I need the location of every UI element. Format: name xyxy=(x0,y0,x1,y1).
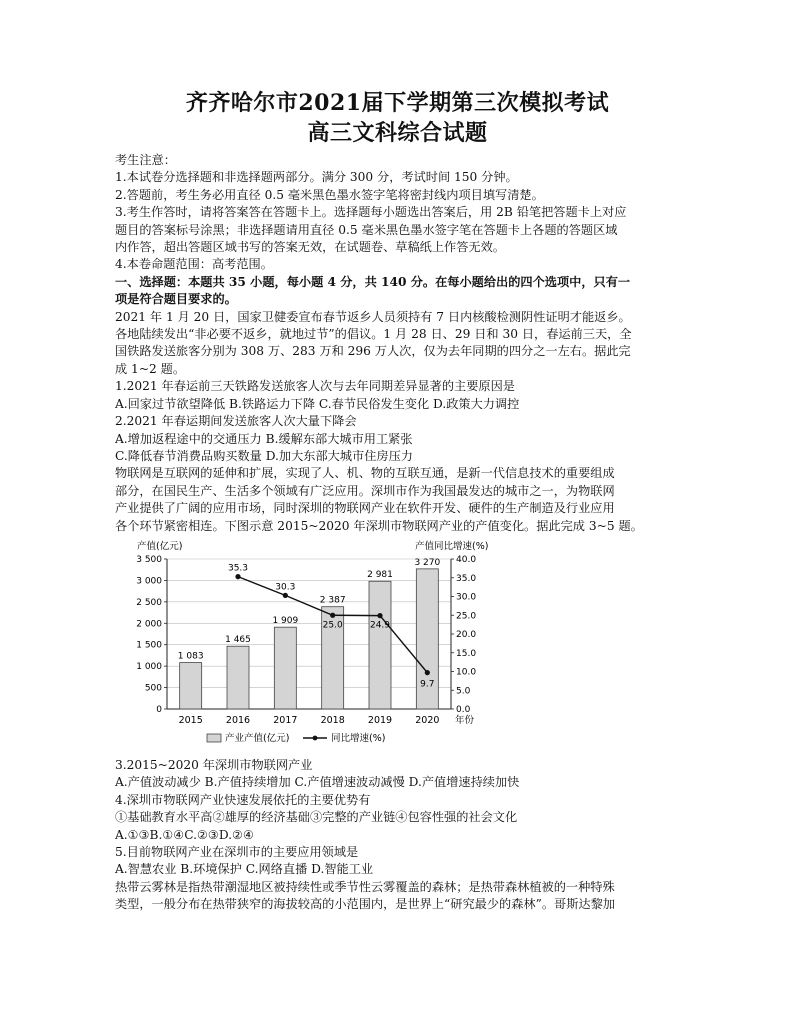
passage-line: 部分，在国民生产、生活多个领域有广泛应用。深圳市作为我国最发达的城市之一，为物联网 xyxy=(115,483,615,498)
x-tick-label: 2017 xyxy=(273,714,298,726)
right-tick-label: 30.0 xyxy=(456,592,477,603)
left-tick-label: 0 xyxy=(156,704,162,715)
notice-line: 2.答题前，考生务必用直径 0.5 毫米黑色墨水签字笔将密封线内项目填写清楚。 xyxy=(115,187,544,202)
bar-value-label: 2 981 xyxy=(367,570,393,581)
bar-value-label: 1 465 xyxy=(225,635,251,646)
right-tick-label: 25.0 xyxy=(456,611,477,622)
left-tick-label: 3 000 xyxy=(136,576,162,587)
x-tick-label: 2015 xyxy=(178,714,203,726)
right-tick-label: 5.0 xyxy=(456,686,471,697)
passage-line: 国铁路发送旅客分别为 308 万、283 万和 296 万人次，仅为去年同期的四分之一左右。据此完 xyxy=(115,344,631,359)
bar xyxy=(274,627,296,709)
bar-value-label: 2 387 xyxy=(319,595,346,606)
iot-output-chart xyxy=(115,537,680,753)
bar-value-label: 3 270 xyxy=(414,557,441,568)
notice-line: 3.考生作答时，请将答案答在答题卡上。选择题每小题选出答案后，用 2B 铅笔把答题卡上对应 xyxy=(115,205,627,220)
passage-line: 类型，一般分布在热带狭窄的海拔较高的小范围内，是世界上“研究最少的森林”。哥斯达黎加 xyxy=(115,897,615,912)
growth-value-label: 35.3 xyxy=(227,563,249,574)
bar-value-label: 1 909 xyxy=(272,616,299,627)
passage-line: 2021 年 1 月 20 日，国家卫健委宣布春节返乡人员须持有 7 日内核酸检测阴性证明才能返乡。 xyxy=(115,309,631,324)
growth-point xyxy=(330,613,335,618)
x-tick-label: 2020 xyxy=(415,714,440,726)
legend-line-marker xyxy=(313,736,318,741)
right-tick-label: 35.0 xyxy=(456,573,477,584)
x-unit-label: 年份 xyxy=(455,714,475,726)
legend-bar-label: 产业产值(亿元) xyxy=(225,732,290,744)
right-tick-label: 40.0 xyxy=(456,554,477,565)
growth-point xyxy=(425,670,430,675)
bar xyxy=(227,646,249,709)
left-axis-title: 产值(亿元) xyxy=(137,540,183,552)
x-tick-label: 2019 xyxy=(367,714,393,726)
right-axis-title: 产值同比增速(%) xyxy=(415,540,489,552)
growth-point xyxy=(283,593,288,598)
passage-line: 热带云雾林是指热带潮湿地区被持续性或季节性云雾覆盖的森林；是热带森林植被的一种特殊 xyxy=(115,879,615,894)
left-tick-label: 1 000 xyxy=(136,662,162,673)
growth-point xyxy=(235,574,240,579)
legend-bar-swatch xyxy=(207,734,221,742)
left-tick-label: 3 500 xyxy=(136,554,162,565)
left-tick-label: 2 000 xyxy=(136,619,162,630)
right-tick-label: 0.0 xyxy=(456,704,471,715)
question-options: A.①③B.①④C.②③D.②④ xyxy=(115,827,254,842)
legend-line-label: 同比增速(%) xyxy=(331,732,386,744)
notice-line: 1.本试卷分选择题和非选择题两部分。满分 300 分，考试时间 150 分钟。 xyxy=(115,170,518,185)
passage-line: 产业提供了广阔的应用市场，同时深圳的物联网产业在软件开发、硬件的生产制造及行业应用 xyxy=(115,501,615,516)
passage-line: 物联网是互联网的延伸和扩展，实现了人、机、物的互联互通，是新一代信息技术的重要组成 xyxy=(115,466,615,481)
bar xyxy=(369,581,391,709)
passage-line: 成 1~2 题。 xyxy=(115,361,186,376)
bar-value-label: 1 083 xyxy=(177,651,204,662)
section-heading: 项是符合题目要求的。 xyxy=(115,292,237,307)
question-stem: 5.目前物联网产业在深圳市的主要应用领域是 xyxy=(115,844,359,859)
growth-value-label: 24.9 xyxy=(369,620,391,631)
left-tick-label: 500 xyxy=(144,683,162,694)
notice-heading: 考生注意： xyxy=(115,153,176,167)
x-tick-label: 2018 xyxy=(320,714,345,726)
question-options: C.降低春节消费品购买数量 D.加大东部大城市住房压力 xyxy=(115,448,413,463)
question-options: A.产值波动减少 B.产值持续增加 C.产值增速波动减慢 D.产值增速持续加快 xyxy=(115,775,520,790)
right-tick-label: 20.0 xyxy=(456,629,477,640)
exam-subtitle: 高三文科综合试题 xyxy=(307,120,488,146)
left-tick-label: 2 500 xyxy=(136,597,162,608)
notice-line: 题目的答案标号涂黑；非选择题请用直径 0.5 毫米黑色墨水签字笔在答题卡上各题的答题区域 xyxy=(115,222,618,237)
passage-line: 各个环节紧密相连。下图示意 2015~2020 年深圳市物联网产业的产值变化。据此完成 3~5 题。 xyxy=(115,518,643,533)
notice-line: 4.本卷命题范围：高考范围。 xyxy=(115,257,273,272)
question-options: A.回家过节欲望降低 B.铁路运力下降 C.春节民俗发生变化 D.政策大力调控 xyxy=(115,396,520,411)
question-options: A.增加返程途中的交通压力 B.缓解东部大城市用工紧张 xyxy=(115,431,413,446)
growth-point xyxy=(377,613,382,618)
growth-value-label: 25.0 xyxy=(322,620,343,631)
growth-value-label: 30.3 xyxy=(275,582,296,593)
exam-page xyxy=(115,88,680,914)
question-options: A.智慧农业 B.环境保护 C.网络直播 D.智能工业 xyxy=(115,862,374,877)
notice-line: 内作答，超出答题区域书写的答案无效，在试题卷、草稿纸上作答无效。 xyxy=(115,240,505,255)
question-stem: 4.深圳市物联网产业快速发展依托的主要优势有 xyxy=(115,792,371,807)
bar xyxy=(180,663,202,709)
x-tick-label: 2016 xyxy=(225,714,251,726)
right-tick-label: 10.0 xyxy=(456,667,477,678)
question-stem: 3.2015~2020 年深圳市物联网产业 xyxy=(115,757,313,772)
right-tick-label: 15.0 xyxy=(456,648,477,659)
left-tick-label: 1 500 xyxy=(136,640,162,651)
exam-title: 齐齐哈尔市2021届下学期第三次模拟考试 xyxy=(185,90,610,116)
chart-svg xyxy=(115,537,680,753)
section-heading: 一、选择题：本题共 35 小题，每小题 4 分，共 140 分。在每小题给出的四个选项中，只有一 xyxy=(115,274,631,289)
passage-line: 各地陆续发出“非必要不返乡，就地过节”的倡议。1 月 28 日、29 日和 30 日，春运前三天，全 xyxy=(115,327,632,342)
question-stem: 1.2021 年春运前三天铁路发送旅客人次与去年同期差异显著的主要原因是 xyxy=(115,379,515,394)
growth-value-label: 9.7 xyxy=(420,679,435,690)
question-stem: 2.2021 年春运期间发送旅客人次大量下降会 xyxy=(115,414,357,429)
question-items: ①基础教育水平高②雄厚的经济基础③完整的产业链④包容性强的社会文化 xyxy=(115,810,518,825)
